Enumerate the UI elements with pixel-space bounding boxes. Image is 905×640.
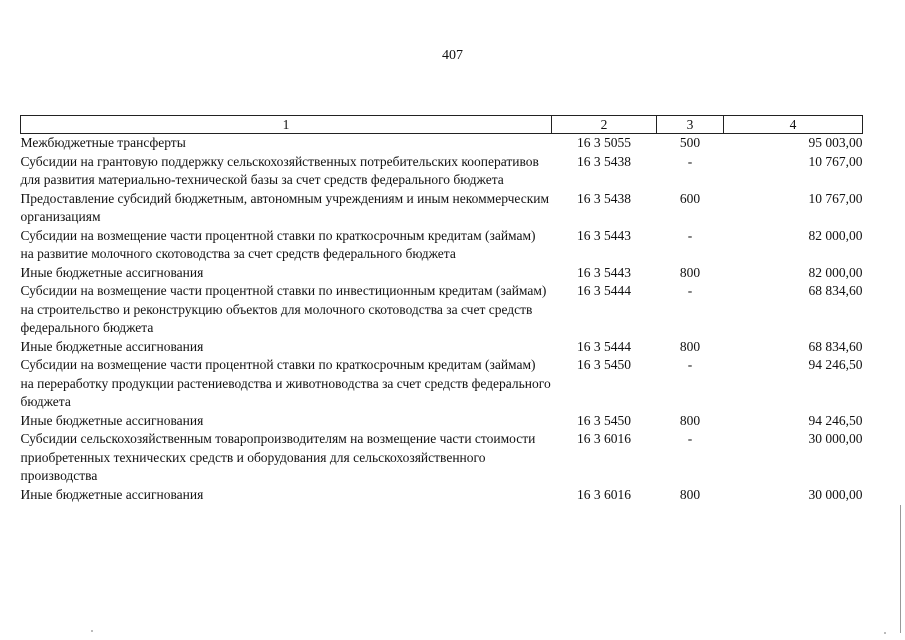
- row-code: 16 3 5443: [577, 264, 631, 280]
- row-amount: 68 834,60: [808, 283, 863, 298]
- row-expense-type: 800: [679, 486, 701, 502]
- table-row: [21, 134, 863, 153]
- row-amount: 82 000,00: [808, 264, 863, 280]
- row-amount: 95 003,00: [808, 135, 863, 150]
- row-expense-type: -: [687, 357, 693, 372]
- table-header: [21, 116, 863, 134]
- row-name: Субсидии на возмещение части процентной ставки по краткосрочным кредитам (займам) на развитие молочного скотоводства за счет средств федерального бюджета: [20, 227, 536, 261]
- row-code: 16 3 5438: [577, 153, 631, 169]
- row-code: 16 3 6016: [577, 431, 631, 446]
- row-expense-type: 600: [679, 190, 701, 206]
- table-row: [21, 356, 863, 412]
- row-amount: 68 834,60: [808, 338, 863, 354]
- row-expense-type: 500: [679, 135, 701, 150]
- header-col-2: 2: [552, 116, 657, 134]
- row-name: Межбюджетные трансферты: [20, 135, 186, 150]
- row-name: Субсидии на грантовую поддержку сельскохозяйственных потребительских кооперативов для развития материально-технической базы за счет средств федерального бюджета: [20, 153, 539, 187]
- row-code: 16 3 5438: [577, 190, 631, 206]
- row-amount: 10 767,00: [808, 190, 863, 206]
- header-col-3: 3: [657, 116, 724, 134]
- row-expense-type: -: [687, 283, 693, 298]
- table-row: [21, 264, 863, 283]
- table-body: [21, 134, 863, 505]
- scan-speck: [884, 632, 886, 634]
- row-amount: 94 246,50: [808, 357, 863, 372]
- row-amount: 94 246,50: [808, 412, 863, 428]
- row-expense-type: -: [687, 227, 693, 243]
- row-name: Иные бюджетные ассигнования: [20, 264, 204, 280]
- table-row: [21, 430, 863, 486]
- table-row: [21, 338, 863, 357]
- row-code: 16 3 5444: [577, 338, 631, 354]
- scan-speck: [91, 630, 93, 632]
- row-name: Субсидии на возмещение части процентной ставки по краткосрочным кредитам (займам) на переработку продукции растениеводства и животноводства за счет средств федерального бюджета: [20, 357, 551, 409]
- table-row: [21, 486, 863, 505]
- row-code: 16 3 5055: [577, 135, 631, 150]
- row-code: 16 3 5450: [577, 357, 631, 372]
- table-row: [21, 282, 863, 338]
- row-code: 16 3 6016: [577, 486, 631, 502]
- budget-table: [20, 115, 863, 504]
- table-row: [21, 227, 863, 264]
- row-name: Субсидии на возмещение части процентной ставки по инвестиционным кредитам (займам) на строительство и реконструкцию объектов для молочного скотоводства за счет средств федерального бюджета: [20, 283, 547, 335]
- header-col-4: 4: [724, 116, 863, 134]
- header-col-1: 1: [21, 116, 552, 134]
- row-amount: 30 000,00: [808, 431, 863, 446]
- table-row: [21, 412, 863, 431]
- table-row: [21, 190, 863, 227]
- page-number: 407: [442, 48, 463, 63]
- row-expense-type: -: [687, 153, 693, 169]
- row-expense-type: -: [687, 431, 693, 446]
- row-name: Иные бюджетные ассигнования: [20, 338, 204, 354]
- scan-edge-line: [900, 505, 901, 633]
- row-name: Иные бюджетные ассигнования: [20, 486, 204, 502]
- row-name: Субсидии сельскохозяйственным товаропроизводителям на возмещение части стоимости приобретенных технических средств и оборудования для сельскохозяйственного производства: [20, 431, 536, 483]
- row-expense-type: 800: [679, 338, 701, 354]
- row-code: 16 3 5443: [577, 227, 631, 243]
- header-row: [21, 116, 863, 134]
- row-code: 16 3 5450: [577, 412, 631, 428]
- row-name: Предоставление субсидий бюджетным, автономным учреждениям и иным некоммерческим организациям: [20, 190, 550, 224]
- table-row: [21, 153, 863, 190]
- row-code: 16 3 5444: [577, 283, 631, 298]
- row-expense-type: 800: [679, 264, 701, 280]
- row-amount: 30 000,00: [808, 486, 863, 502]
- row-expense-type: 800: [679, 412, 701, 428]
- row-name: Иные бюджетные ассигнования: [20, 412, 204, 428]
- row-amount: 10 767,00: [808, 153, 863, 169]
- row-amount: 82 000,00: [808, 227, 863, 243]
